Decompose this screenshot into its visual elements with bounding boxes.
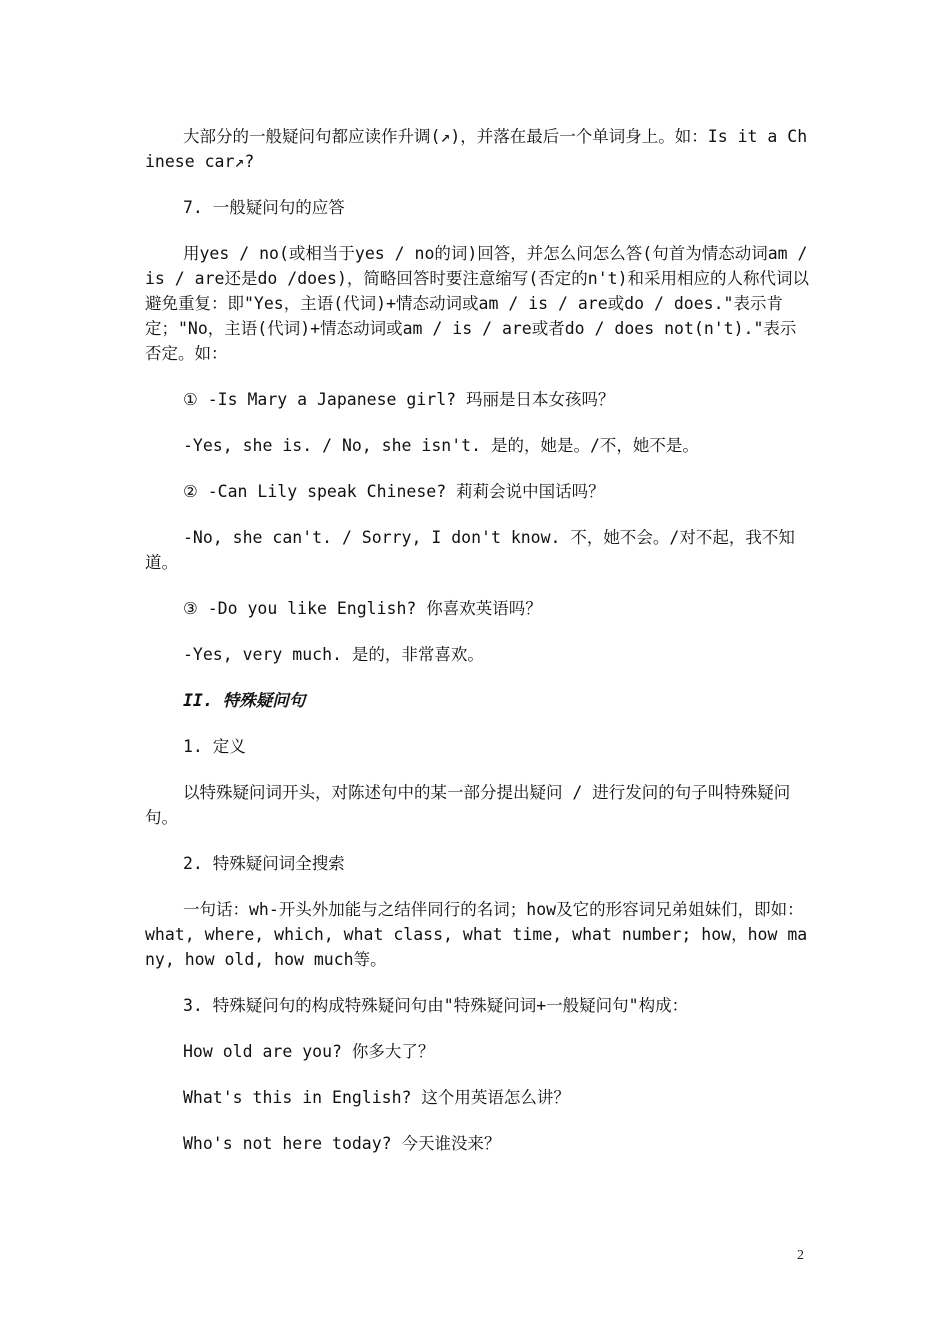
paragraph-question-words: 一句话：wh-开头外加能与之结伴同行的名词；how及它的形容词兄弟姐妹们，即如：what, where, which, what class, what time, what number; how，how many, how old, how much等。	[145, 900, 808, 969]
example-how-old: How old are you? 你多大了？	[183, 1042, 435, 1061]
example-whos-not-here: Who's not here today? 今天谁没来？	[183, 1134, 501, 1153]
subheading-definition: 1. 定义	[183, 737, 246, 756]
example-3-answer: -Yes, very much. 是的，非常喜欢。	[183, 645, 484, 664]
subheading-structure: 3. 特殊疑问句的构成特殊疑问句由"特殊疑问词+一般疑问句"构成：	[183, 996, 689, 1015]
paragraph-rising-intonation: 大部分的一般疑问句都应读作升调(↗)，并落在最后一个单词身上。如：Is it a Chinese car↗?	[145, 127, 808, 171]
subheading-question-words: 2. 特殊疑问词全搜索	[183, 854, 345, 873]
example-whats-this: What's this in English? 这个用英语怎么讲？	[183, 1088, 570, 1107]
example-1-question: ① -Is Mary a Japanese girl? 玛丽是日本女孩吗？	[183, 390, 615, 409]
example-2-question: ② -Can Lily speak Chinese? 莉莉会说中国话吗？	[183, 482, 605, 501]
paragraph-answer-rules: 用yes / no(或相当于yes / no的词)回答，并怎么问怎么答(句首为情态动词am / is / are还是do /does)，简略回答时要注意缩写(否定的n't)和采用相应的人称代词以避免重复：即"Yes，主语(代词)+情态动词或am / is / are或do / does."表示肯定；"No，主语(代词)+情态动词或am / is / are或者do / does not(n't)."表示否定。如：	[145, 244, 810, 363]
page-number: 2	[797, 1248, 804, 1263]
paragraph-definition: 以特殊疑问词开头，对陈述句中的某一部分提出疑问 / 进行发问的句子叫特殊疑问句。	[145, 783, 791, 827]
example-3-question: ③ -Do you like English? 你喜欢英语吗？	[183, 599, 542, 618]
example-2-answer: -No, she can't. / Sorry, I don't know. 不，她不会。/对不起，我不知道。	[145, 528, 795, 572]
document-body	[145, 124, 810, 1177]
section-heading-answers: 7. 一般疑问句的应答	[183, 198, 345, 217]
example-1-answer: -Yes, she is. / No, she isn't. 是的，她是。/不，她不是。	[183, 436, 699, 455]
section-heading-special-questions: II. 特殊疑问句	[183, 691, 306, 710]
